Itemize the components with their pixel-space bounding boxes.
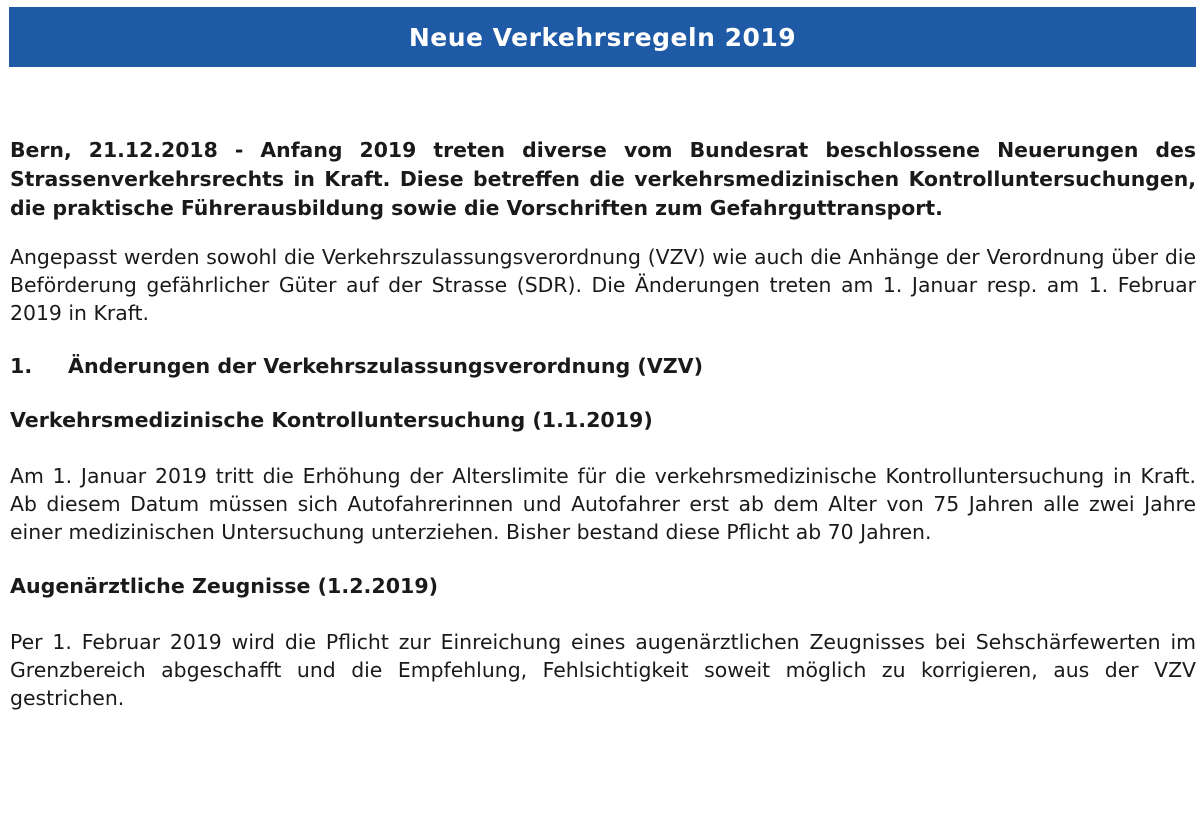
article-body <box>10 136 1196 712</box>
section-title: Änderungen der Verkehrszulassungsverordnung (VZV) <box>68 354 704 378</box>
subsection-body-eye-certificates: Per 1. Februar 2019 wird die Pflicht zur Einreichung eines augenärztlichen Zeugnisses bei Sehschärfewerten im Grenzbereich abgeschafft und die Empfehlung, Fehlsichtigkeit soweit möglich zu korrigieren, aus der VZV gestrichen. <box>10 630 1196 710</box>
section-heading <box>10 352 1196 380</box>
section-number: 1. <box>10 354 33 378</box>
lead-paragraph: Bern, 21.12.2018 - Anfang 2019 treten diverse vom Bundesrat beschlossene Neuerungen des Strassenverkehrsrechts in Kraft. Diese betreffen die verkehrsmedizinischen Kontrolluntersuchungen, die praktische Führerausbildung sowie die Vorschriften zum Gefahrguttransport. <box>10 138 1196 220</box>
subsection-body-medical-check: Am 1. Januar 2019 tritt die Erhöhung der Alterslimite für die verkehrsmedizinische Kontrolluntersuchung in Kraft. Ab diesem Datum müssen sich Autofahrerinnen und Autofahrer erst ab dem Alter von 75 Jahren alle zwei Jahre einer medizinischen Untersuchung unterziehen. Bisher bestand diese Pflicht ab 70 Jahren. <box>10 464 1196 544</box>
page-title: Neue Verkehrsregeln 2019 <box>408 22 797 52</box>
subsection-heading-eye-certificates: Augenärztliche Zeugnisse (1.2.2019) <box>10 574 439 598</box>
intro-paragraph: Angepasst werden sowohl die Verkehrszulassungsverordnung (VZV) wie auch die Anhänge der Verordnung über die Beförderung gefährlicher Güter auf der Strasse (SDR). Die Änderungen treten am 1. Januar resp. am 1. Februar 2019 in Kraft. <box>10 245 1196 325</box>
title-banner <box>9 7 1196 67</box>
subsection-heading-medical-check: Verkehrsmedizinische Kontrolluntersuchung (1.1.2019) <box>10 408 653 432</box>
